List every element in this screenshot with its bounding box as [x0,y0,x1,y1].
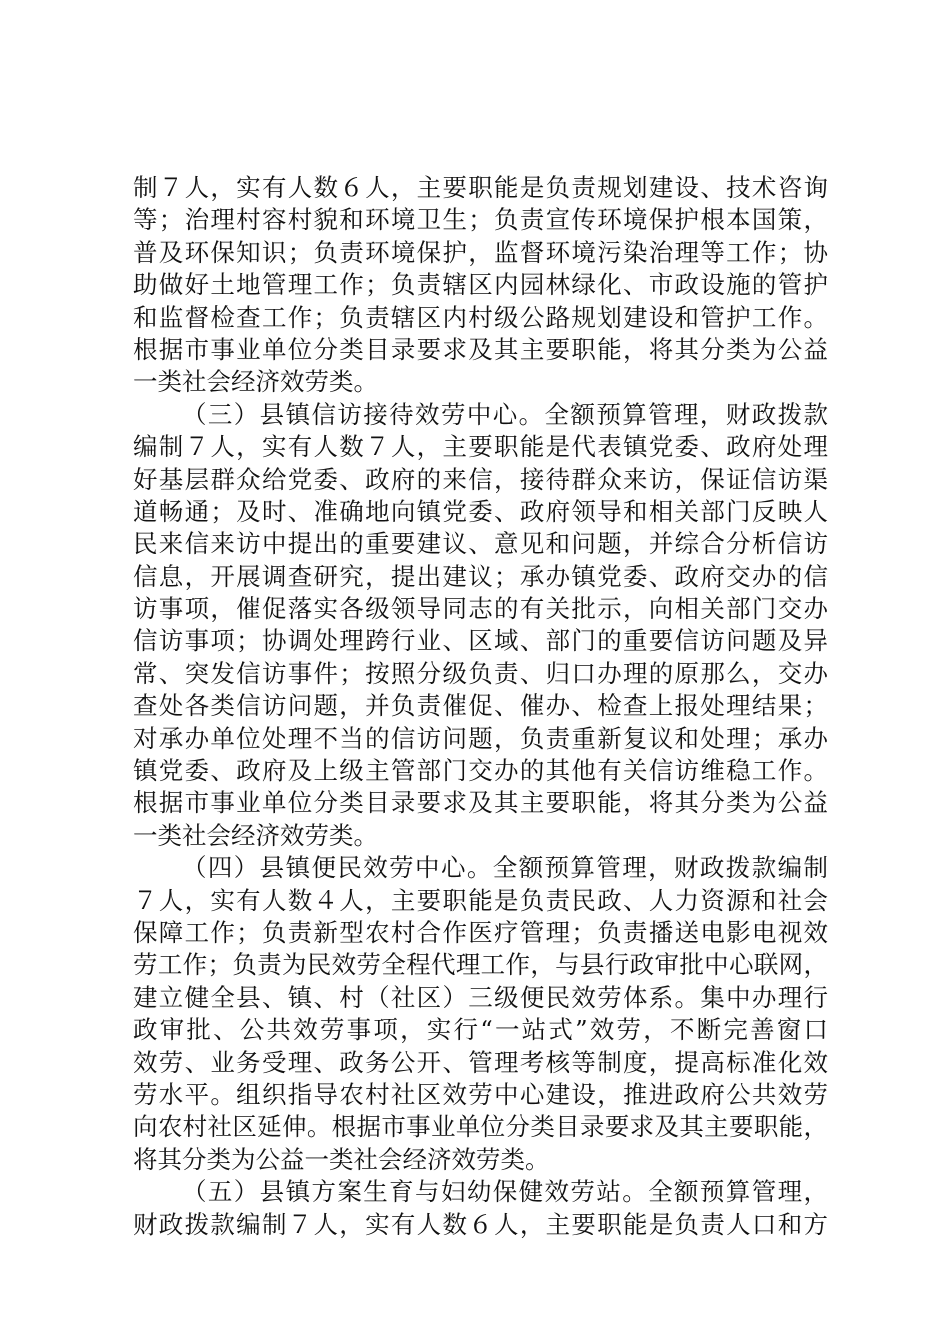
text-line: 信息，开展调查研究，提出建议；承办镇党委、政府交办的信 [133,561,828,591]
text-line: 道畅通；及时、准确地向镇党委、政府领导和相关部门反映人 [133,496,828,526]
text-line: 常、突发信访事件；按照分级负责、归口办理的原那么，交办 [133,658,828,688]
text-line: 制７人，实有人数６人，主要职能是负责规划建设、技术咨询 [133,173,828,202]
text-line: 访事项，催促落实各级领导同志的有关批示，向相关部门交办 [133,594,828,624]
text-line: 建立健全县、镇、村（社区）三级便民效劳体系。集中办理行 [133,982,828,1012]
text-line: （四）县镇便民效劳中心。全额预算管理，财政拨款编制 [182,853,828,883]
text-line: 编制７人，实有人数７人，主要职能是代表镇党委、政府处理 [133,432,828,462]
text-line: 民来信来访中提出的重要建议、意见和问题，并综合分析信访 [133,529,828,559]
text-line: 和监督检查工作；负责辖区内村级公路规划建设和管护工作。 [133,302,828,332]
text-line: 助做好土地管理工作；负责辖区内园林绿化、市政设施的管护 [133,270,828,300]
text-line: 查处各类信访问题，并负责催促、催办、检查上报处理结果； [133,691,828,721]
text-line: 一类社会经济效劳类。 [133,367,378,397]
text-line: 财政拨款编制７人，实有人数６人，主要职能是负责人口和方 [133,1209,828,1239]
text-line: 保障工作；负责新型农村合作医疗管理；负责播送电影电视效 [133,917,828,947]
text-line: （三）县镇信访接待效劳中心。全额预算管理，财政拨款 [182,399,828,429]
text-line: 镇党委、政府及上级主管部门交办的其他有关信访维稳工作。 [133,756,828,786]
text-line: 一类社会经济效劳类。 [133,820,378,850]
text-line: 根据市事业单位分类目录要求及其主要职能，将其分类为公益 [133,334,828,364]
text-line: 普及环保知识；负责环境保护，监督环境污染治理等工作；协 [133,237,828,267]
text-line: 将其分类为公益一类社会经济效劳类。 [133,1144,550,1174]
text-line: 劳水平。组织指导农村社区效劳中心建设，推进政府公共效劳 [133,1079,828,1109]
text-line: 信访事项；协调处理跨行业、区域、部门的重要信访问题及异 [133,626,828,656]
body-text [133,172,828,1241]
text-line: 等；治理村容村貌和环境卫生；负责宣传环境保护根本国策， [133,205,828,235]
text-line: ７人，实有人数４人，主要职能是负责民政、人力资源和社会 [133,885,828,915]
text-line: 政审批、公共效劳事项，实行“一站式”效劳，不断完善窗口 [133,1015,828,1045]
text-line: 根据市事业单位分类目录要求及其主要职能，将其分类为公益 [133,788,828,818]
text-line: 劳工作；负责为民效劳全程代理工作，与县行政审批中心联网， [133,950,828,980]
text-line: 好基层群众给党委、政府的来信，接待群众来访，保证信访渠 [133,464,828,494]
text-line: 对承办单位处理不当的信访问题，负责重新复议和处理；承办 [133,723,828,753]
text-line: 向农村社区延伸。根据市事业单位分类目录要求及其主要职能， [133,1112,828,1142]
text-line: （五）县镇方案生育与妇幼保健效劳站。全额预算管理， [182,1177,828,1207]
text-line: 效劳、业务受理、政务公开、管理考核等制度，提高标准化效 [133,1047,828,1077]
